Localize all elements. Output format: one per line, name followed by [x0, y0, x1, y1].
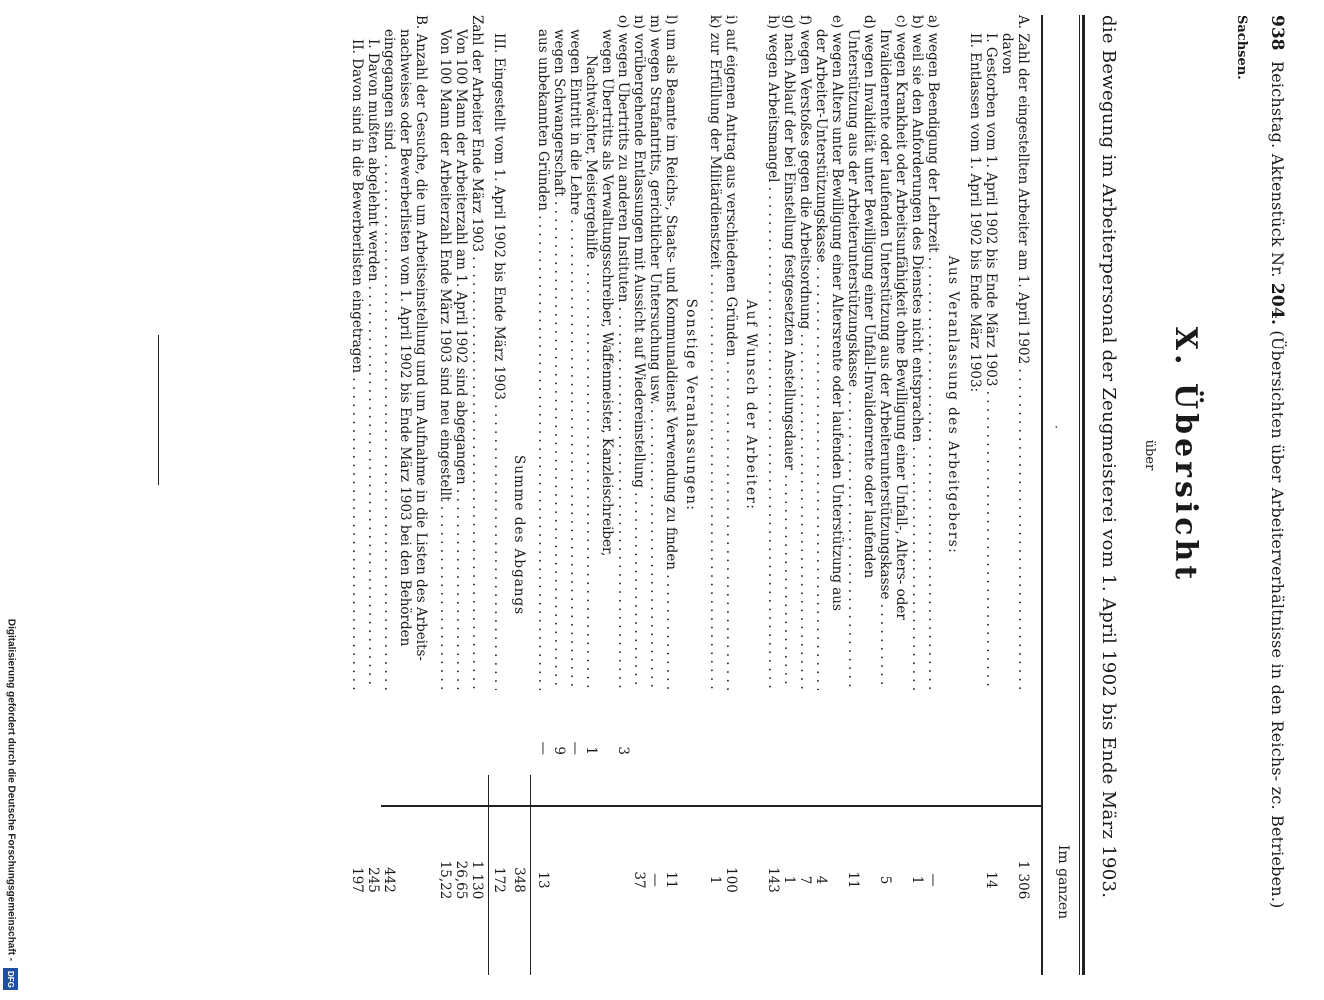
total-cell: 348 — [511, 867, 527, 893]
row-label: B. Anzahl der Gesuche, die um Arbeitseinstellung und um Aufnahme in die Listen des Arbeits- — [413, 15, 429, 661]
subtotal-cell: — — [535, 741, 551, 755]
row-label: II. Davon sind in die Bewerberlisten eingetragen . . . — [349, 39, 365, 690]
total-cell: 11 — [663, 871, 679, 889]
table-row — [845, 15, 861, 975]
page-number: 938 — [1267, 15, 1287, 51]
dfg-logo: DFG — [3, 968, 18, 990]
total-cell: 1 306 — [1015, 860, 1031, 900]
total-cell: 1 — [707, 875, 723, 885]
running-title — [1267, 61, 1287, 908]
row-label: II. Entlassen vom 1. April 1902 bis Ende März 1903: — [967, 33, 983, 393]
row-label: n) vorübergehende Entlassungen mit Aussicht auf Wiedereinstellung . . . — [631, 15, 647, 690]
total-cell: 7 — [797, 875, 813, 885]
total-cell: — — [647, 873, 663, 887]
table-row — [707, 15, 723, 975]
total-cell: 442 — [381, 867, 397, 893]
sum-label: Summe des Abgangs — [511, 455, 527, 616]
table-row — [437, 15, 453, 975]
row-label: Invalidenrente oder laufenden Unterstützung aus der Arbeiterunterstützungskasse . . . — [877, 29, 893, 690]
table-row — [381, 15, 397, 975]
table-row — [1015, 15, 1031, 975]
row-label: f) wegen Verstoßes gegen die Arbeitsordnung . . . — [797, 15, 813, 690]
row-label: e) wegen Alters unter Bewilligung einer Altersrente oder laufenden Unterstützung aus — [829, 15, 845, 611]
table-row — [983, 15, 999, 975]
running-title-suffix: (Übersichten über Arbeiterverhältnisse in den Reichs- zc. Betrieben.) — [1268, 330, 1287, 909]
table-row — [723, 15, 739, 975]
table-row — [967, 15, 983, 975]
total-cell: 5 — [877, 875, 893, 885]
rotated-document-page — [0, 15, 1289, 985]
table-row — [453, 15, 469, 975]
total-cell: 1 — [909, 875, 925, 885]
table-row — [615, 15, 631, 975]
table-row — [469, 15, 485, 975]
row-label: aus unbekannten Gründen . . . — [535, 29, 551, 690]
row-label: c) wegen Krankheit oder Arbeitsunfähigkeit ohne Bewilligung einer Unfall-, Alters- oder — [893, 15, 909, 620]
top-rule — [1082, 15, 1085, 975]
row-label: I. Gestorben vom 1. April 1902 bis Ende März 1903 . . . — [983, 33, 999, 690]
table-row — [925, 15, 941, 975]
total-cell: 37 — [631, 871, 647, 889]
header-rule — [1041, 15, 1043, 975]
table-row — [397, 15, 413, 975]
row-label: Von 100 Mann der Arbeiterzahl Ende März 1903 sind neu eingestellt . . . — [437, 29, 453, 690]
row-label: h) wegen Arbeitsmangel . . . — [765, 15, 781, 690]
table-row — [535, 15, 551, 975]
sum-rule — [530, 775, 531, 975]
subtotal-cell: — — [567, 741, 583, 755]
total-cell: 100 — [723, 867, 739, 893]
table-row — [765, 15, 781, 975]
table-row — [599, 15, 615, 975]
top-rule-thin — [1079, 15, 1080, 975]
total-cell: — — [925, 873, 941, 887]
table-row — [647, 15, 663, 975]
row-label: der Arbeiter-Unterstützungskasse . . . — [813, 29, 829, 690]
column-header-total: Im ganzen — [1055, 844, 1071, 920]
total-cell: 15,22 — [437, 860, 453, 900]
row-label: Von 100 Mann der Arbeiterzahl am 1. April 1902 sind abgegangen . . . — [453, 29, 469, 690]
section-worker: Auf Wunsch der Arbeiter: — [743, 299, 759, 511]
row-label: I. Davon mußten abgelehnt werden . . . — [365, 39, 381, 690]
total-cell: 13 — [535, 871, 551, 889]
table-row — [781, 15, 797, 975]
table-row — [349, 15, 365, 975]
row-label: m) wegen Strafantritts, gerichtlicher Untersuchung usw. . . . — [647, 15, 663, 690]
table-row — [893, 15, 909, 975]
total-cell: 143 — [765, 867, 781, 893]
subtotal-cell: 9 — [551, 746, 567, 755]
row-label: wegen Eintritt in die Lehre . . . — [567, 29, 583, 690]
row-label: k) zur Erfüllung der Militärdienstzeit . . . — [707, 15, 723, 690]
table-row — [877, 15, 893, 975]
running-title-number: 204. — [1267, 282, 1287, 326]
table-row-sum — [511, 15, 527, 975]
table-row — [631, 15, 647, 975]
digitization-credit: Digitalisierung gefördert durch die Deutsche Forschungsgemeinschaft - — [5, 618, 17, 962]
row-label: g) nach Ablauf der bei Einstellung festgesetzten Anstellungsdauer . . . — [781, 15, 797, 690]
table-row — [413, 15, 429, 975]
total-cell: 197 — [349, 867, 365, 893]
row-label: eingegangen sind . . . — [381, 29, 397, 690]
row-label: wegen Schwangerschaft . . . — [551, 29, 567, 690]
table-row — [567, 15, 583, 975]
row-label: davon — [999, 33, 1015, 75]
row-label: o) wegen Übertritts zu anderen Instituten . . . — [615, 15, 631, 690]
total-cell: 1 — [781, 875, 797, 885]
table-row — [909, 15, 925, 975]
row-label: Zahl der Arbeiter Ende März 1903 . . . — [469, 15, 485, 690]
section-other: Sonstige Veranlassungen: — [683, 298, 699, 512]
footer-rule — [158, 335, 159, 485]
row-label: i) auf eigenen Antrag aus verschiedenen Gründen . . . — [723, 15, 739, 690]
running-header — [1259, 15, 1289, 985]
row-label: b) weil sie den Anforderungen des Dienstes nicht entsprachen . . . — [909, 15, 925, 690]
total-cell: 4 — [813, 875, 829, 885]
table-row — [813, 15, 829, 975]
row-label: Nachtwächter, Meistergehilfe . . . — [583, 55, 599, 690]
table-row — [829, 15, 845, 975]
title-connector: über — [1142, 439, 1157, 471]
total-cell: 172 — [491, 867, 507, 893]
subtotal-cell: 3 — [615, 746, 631, 755]
row-label: wegen Übertritts als Verwaltungsschreiber, Waffenmeister, Kanzleischreiber, — [599, 29, 615, 557]
row-label: Unterstützung aus der Arbeiterunterstützungskasse . . . — [845, 29, 861, 690]
row-label: A. Zahl der eingestellten Arbeiter am 1. April 1902 . . . — [1015, 15, 1031, 690]
total-cell: 1 130 — [469, 860, 485, 900]
running-title-prefix: Reichstag. Aktenstück Nr. — [1268, 61, 1287, 278]
row-label: l) um als Beamte im Reichs-, Staats- und Kommunaldienst Verwendung zu finden . . . — [663, 15, 679, 690]
row-label: d) wegen Invalidität unter Bewilligung einer Unfall-Invalidenrente oder laufenden — [861, 15, 877, 579]
table-row — [551, 15, 567, 975]
total-cell: 245 — [365, 867, 381, 893]
subtotal-cell: 1 — [583, 746, 599, 755]
document-title: X. Übersicht — [1168, 326, 1203, 584]
table-row — [365, 15, 381, 975]
row-label: a) wegen Beendigung der Lehrzeit . . . — [925, 15, 941, 690]
table-row — [861, 15, 877, 975]
section-employer: Aus Veranlassung des Arbeitgebers: — [945, 255, 961, 555]
row-label: III. Eingestellt vom 1. April 1902 bis Ende März 1903 . . . — [491, 33, 507, 690]
total-cell: 11 — [845, 871, 861, 889]
total-rule — [488, 775, 489, 975]
column-marker: · — [1049, 425, 1063, 429]
table-row — [797, 15, 813, 975]
table-row — [663, 15, 679, 975]
table-row — [491, 15, 507, 975]
row-label: nachweises oder Bewerberlisten vom 1. April 1902 bis Ende März 1903 bei den Behörden — [397, 29, 413, 647]
total-cell: 14 — [983, 871, 999, 889]
state-label: Sachsen. — [1234, 15, 1249, 80]
document-subtitle: die Bewegung im Arbeiterpersonal der Zeugmeisterei vom 1. April 1902 bis Ende März 1903. — [1098, 15, 1119, 899]
total-cell: 26,65 — [453, 860, 469, 900]
table-row — [583, 15, 599, 975]
table-row — [999, 15, 1015, 975]
